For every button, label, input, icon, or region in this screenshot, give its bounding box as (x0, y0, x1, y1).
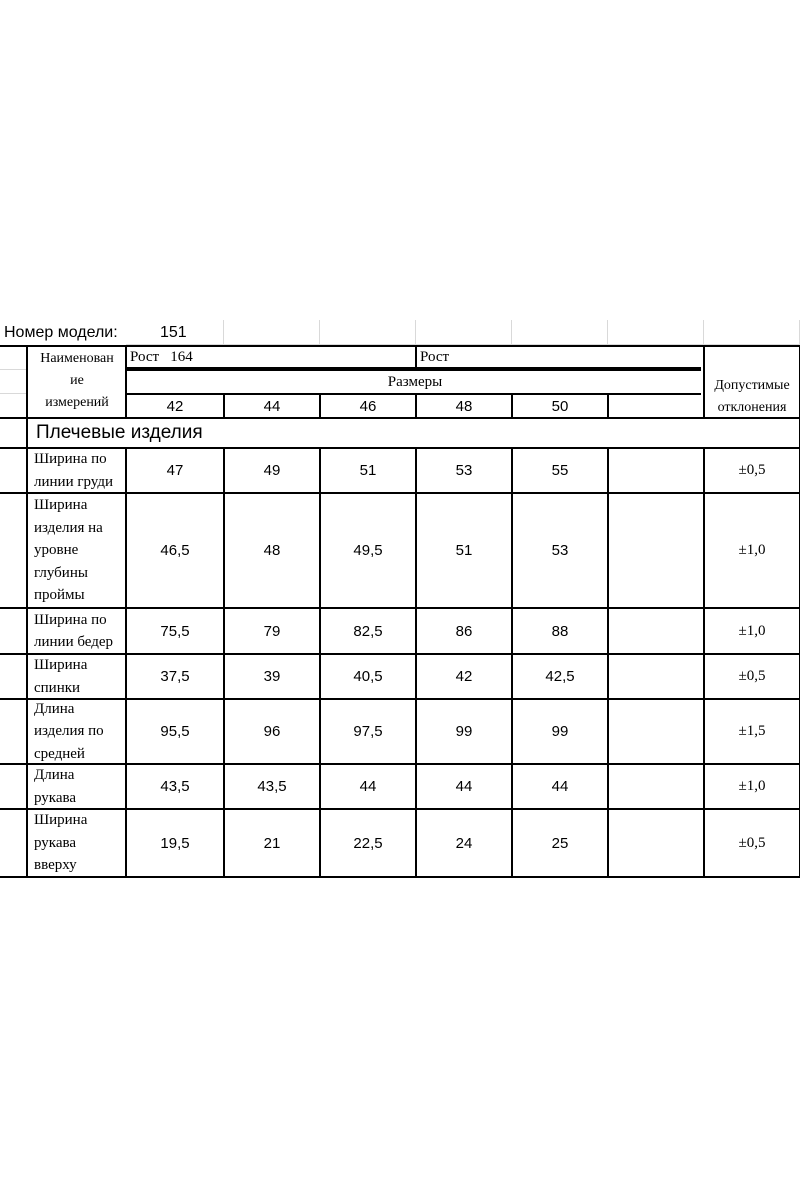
sizes-header: Размеры (387, 373, 443, 390)
table-border (26, 346, 28, 878)
measurement-value: 19,5 (160, 834, 190, 852)
height-164-header: Рост 164 (130, 348, 193, 365)
table-border (0, 447, 800, 449)
table-border (0, 492, 800, 494)
measurement-value: 43,5 (160, 778, 190, 795)
measurement-value: 82,5 (353, 622, 383, 640)
measurement-value: 49 (263, 462, 281, 479)
measurement-value: 42 (455, 668, 473, 685)
measurement-value: 51 (455, 542, 473, 559)
measurement-value: 95,5 (160, 723, 190, 740)
measurement-value: 21 (263, 834, 281, 852)
measurement-value: 39 (263, 668, 281, 685)
spreadsheet-cell (0, 346, 27, 370)
size-header-4: 50 (551, 397, 569, 415)
tolerance-value: ±0,5 (738, 462, 766, 478)
measurement-value: 43,5 (257, 778, 287, 795)
table-border (703, 448, 705, 878)
table-border (0, 417, 800, 419)
table-border (703, 346, 705, 419)
measurement-value: 75,5 (160, 622, 190, 640)
spreadsheet-cell (704, 320, 800, 345)
measurement-name: Ширина спинки (34, 657, 88, 696)
measurement-table (0, 320, 800, 880)
table-border (415, 394, 417, 419)
measurement-value: 44 (551, 778, 569, 795)
measurement-value: 24 (455, 834, 473, 852)
measurement-value: 88 (551, 622, 569, 640)
spreadsheet-cell (320, 320, 416, 345)
spreadsheet-cell (0, 394, 27, 418)
table-border (0, 345, 800, 347)
size-header-2: 46 (359, 397, 377, 415)
measurement-value: 99 (551, 723, 569, 740)
measurement-name: Ширина рукава вверху (34, 812, 88, 874)
measurement-value: 37,5 (160, 668, 190, 685)
model-number-label: Номер модели: (4, 323, 118, 341)
size-header-3: 48 (455, 397, 473, 415)
measurement-value: 99 (455, 723, 473, 740)
table-border (126, 369, 701, 371)
measurement-value: 55 (551, 462, 569, 479)
table-border (125, 346, 127, 419)
measurement-value: 79 (263, 622, 281, 640)
spreadsheet-cell (608, 320, 704, 345)
measurement-value: 47 (166, 462, 184, 479)
table-border (0, 763, 800, 765)
measurement-value: 25 (551, 834, 569, 852)
measurement-value: 51 (359, 462, 377, 479)
measurement-value: 53 (551, 542, 569, 559)
table-border (319, 448, 321, 878)
table-border (223, 448, 225, 878)
measurement-value: 40,5 (353, 668, 383, 685)
table-border (319, 394, 321, 419)
table-border (415, 346, 417, 371)
height-header-2: Рост (420, 348, 450, 365)
measurement-value: 49,5 (353, 542, 383, 559)
table-border (126, 393, 701, 395)
tolerance-value: ±1,0 (738, 622, 766, 639)
measurement-value: 22,5 (353, 834, 383, 852)
tolerance-value: ±1,0 (738, 542, 766, 558)
table-border (607, 394, 609, 419)
tolerance-value: ±1,0 (738, 778, 766, 794)
model-number-value: 151 (160, 323, 187, 341)
measurement-value: 46,5 (160, 542, 190, 559)
tolerance-value: ±0,5 (738, 668, 766, 684)
table-border (511, 448, 513, 878)
measurement-name: Длина изделия по средней (34, 700, 104, 762)
table-border (511, 394, 513, 419)
measurement-value: 53 (455, 462, 473, 479)
section-title: Плечевые изделия (36, 422, 203, 443)
measurement-name: Длина рукава (34, 767, 77, 806)
measurement-name: Ширина по линии бедер (34, 611, 114, 650)
table-border (607, 448, 609, 878)
measurement-value: 97,5 (353, 723, 383, 740)
table-border (0, 808, 800, 810)
size-header-1: 44 (263, 397, 281, 415)
table-border (0, 653, 800, 655)
table-border (0, 698, 800, 700)
spreadsheet-cell (416, 320, 512, 345)
table-border (0, 876, 800, 878)
tolerance-value: ±1,5 (738, 723, 766, 739)
table-border (125, 448, 127, 878)
tolerance-header: Допустимые отклонения (714, 378, 790, 415)
measurement-value: 42,5 (545, 668, 575, 685)
measurement-value: 86 (455, 622, 473, 640)
measurement-name-header: Наименован ие измерений (40, 351, 114, 410)
measurement-name: Ширина изделия на уровне глубины проймы (34, 497, 103, 604)
tolerance-value: ±0,5 (738, 834, 766, 851)
measurement-value: 44 (455, 778, 473, 795)
spreadsheet-cell (512, 320, 608, 345)
table-border (0, 607, 800, 609)
measurement-value: 44 (359, 778, 377, 795)
size-header-0: 42 (166, 397, 184, 415)
table-border (223, 394, 225, 419)
spreadsheet-cell (0, 370, 27, 394)
spreadsheet-cell (224, 320, 320, 345)
measurement-value: 96 (263, 723, 281, 740)
measurement-name: Ширина по линии груди (34, 451, 114, 490)
table-border (415, 448, 417, 878)
measurement-value: 48 (263, 542, 281, 559)
